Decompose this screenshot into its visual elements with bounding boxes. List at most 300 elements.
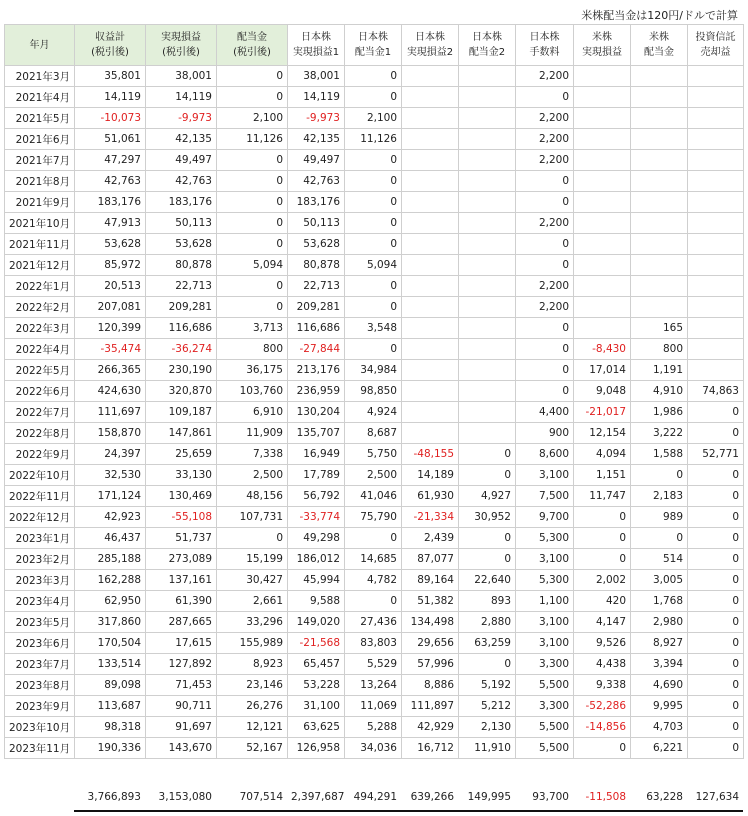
cell-realized-pl: -55,108 [146,507,217,528]
cell-jp-dividend-2: 2,880 [459,612,516,633]
cell-us-realized-pl: 0 [574,507,631,528]
cell-jp-realized-pl-1: 65,457 [288,654,345,675]
cell-us-realized-pl: 1,151 [574,465,631,486]
cell-realized-pl: 17,615 [146,633,217,654]
cell-month: 2022年10月 [5,465,75,486]
cell-jp-dividend-2 [459,276,516,297]
cell-total-income: 111,697 [75,402,146,423]
cell-fund-sale-gain [688,234,744,255]
cell-jp-realized-pl-1: 31,100 [288,696,345,717]
cell-realized-pl: 71,453 [146,675,217,696]
header-dividends [217,25,288,66]
cell-jp-dividend-2 [459,108,516,129]
cell-jp-dividend-1: 5,094 [345,255,402,276]
exchange-rate-note: 米株配当金は120円/ドルで計算 [581,9,738,22]
cell-total-income: 89,098 [75,675,146,696]
cell-dividends: 0 [217,87,288,108]
cell-total-income: 266,365 [75,360,146,381]
cell-realized-pl: 130,469 [146,486,217,507]
cell-jp-dividend-1: 0 [345,87,402,108]
cell-jp-dividend-2: 63,259 [459,633,516,654]
header-label-line1: 米株 [592,32,612,43]
cell-jp-realized-pl-2 [402,297,459,318]
header-jp-realized-pl-2 [402,25,459,66]
cell-us-realized-pl: 17,014 [574,360,631,381]
cell-jp-realized-pl-2: 42,929 [402,717,459,738]
cell-month: 2023年10月 [5,717,75,738]
header-label-line1: 日本株 [358,32,388,43]
cell-realized-pl: 109,187 [146,402,217,423]
cell-jp-dividend-1: 4,924 [345,402,402,423]
cell-us-dividend [631,297,688,318]
cell-us-dividend: 4,910 [631,381,688,402]
cell-realized-pl: 61,390 [146,591,217,612]
cell-dividends: 0 [217,66,288,87]
table-row [5,633,744,654]
cell-us-dividend: 0 [631,528,688,549]
table-row [5,381,744,402]
cell-us-dividend: 1,191 [631,360,688,381]
cell-jp-realized-pl-1: 14,119 [288,87,345,108]
cell-us-dividend [631,87,688,108]
cell-jp-dividend-2 [459,339,516,360]
cell-us-realized-pl: -52,286 [574,696,631,717]
cell-total-income: 46,437 [75,528,146,549]
header-label-line1: 日本株 [529,32,560,43]
header-row [5,25,744,66]
cell-us-realized-pl [574,171,631,192]
cell-month: 2022年6月 [5,381,75,402]
table-row [5,171,744,192]
cell-us-dividend: 4,690 [631,675,688,696]
cell-jp-dividend-2: 22,640 [459,570,516,591]
cell-dividends: 12,121 [217,717,288,738]
cell-jp-realized-pl-2 [402,339,459,360]
cell-realized-pl: 42,135 [146,129,217,150]
cell-fund-sale-gain [688,192,744,213]
cell-dividends: 30,427 [217,570,288,591]
cell-us-realized-pl: 4,147 [574,612,631,633]
cell-total-income: 42,763 [75,171,146,192]
cell-month: 2023年2月 [5,549,75,570]
cell-fund-sale-gain: 74,863 [688,381,744,402]
header-label-line1: 米株 [649,32,669,43]
cell-jp-fee: 5,300 [516,570,574,591]
table-row [5,318,744,339]
cell-jp-realized-pl-1: 63,625 [288,717,345,738]
cell-month: 2023年11月 [5,738,75,759]
cell-jp-fee: 900 [516,423,574,444]
cell-jp-realized-pl-1: 42,135 [288,129,345,150]
cell-us-realized-pl: 4,438 [574,654,631,675]
cell-dividends: 0 [217,192,288,213]
cell-month: 2022年11月 [5,486,75,507]
cell-realized-pl: 80,878 [146,255,217,276]
cell-jp-realized-pl-1: 53,228 [288,675,345,696]
cell-realized-pl: 38,001 [146,66,217,87]
cell-dividends: 0 [217,171,288,192]
cell-jp-dividend-2: 0 [459,444,516,465]
cell-dividends: 0 [217,234,288,255]
cell-dividends: 2,661 [217,591,288,612]
header-label-line1: 配当金 [237,32,267,43]
cell-dividends: 2,100 [217,108,288,129]
cell-total-income: 20,513 [75,276,146,297]
total-fund-sale-gain: 127,634 [695,791,739,803]
cell-jp-dividend-2 [459,150,516,171]
table-row [5,87,744,108]
cell-total-income: 14,119 [75,87,146,108]
cell-realized-pl: 147,861 [146,423,217,444]
cell-fund-sale-gain [688,339,744,360]
cell-fund-sale-gain: 0 [688,675,744,696]
cell-us-dividend: 3,222 [631,423,688,444]
cell-jp-realized-pl-1: 9,588 [288,591,345,612]
cell-realized-pl: 53,628 [146,234,217,255]
cell-month: 2023年8月 [5,675,75,696]
cell-us-dividend [631,171,688,192]
cell-month: 2022年3月 [5,318,75,339]
cell-jp-fee: 3,100 [516,633,574,654]
total-jp-dividend-1: 494,291 [353,791,397,803]
cell-dividends: 103,760 [217,381,288,402]
cell-jp-fee: 5,500 [516,717,574,738]
cell-realized-pl: 127,892 [146,654,217,675]
cell-us-realized-pl: -8,430 [574,339,631,360]
cell-us-realized-pl: 9,338 [574,675,631,696]
cell-jp-dividend-2 [459,171,516,192]
cell-month: 2021年3月 [5,66,75,87]
total-jp-realized-pl-1: 2,397,687 [291,791,344,803]
total-us-dividend: 63,228 [646,791,683,803]
income-table [4,24,744,759]
cell-us-realized-pl: -21,017 [574,402,631,423]
cell-jp-dividend-1: 34,984 [345,360,402,381]
cell-jp-fee: 3,300 [516,696,574,717]
cell-jp-fee: 3,100 [516,549,574,570]
cell-jp-realized-pl-1: 236,959 [288,381,345,402]
cell-fund-sale-gain [688,213,744,234]
cell-realized-pl: 116,686 [146,318,217,339]
cell-us-dividend: 6,221 [631,738,688,759]
header-label-line1: 収益計 [95,32,125,43]
cell-jp-dividend-1: 2,500 [345,465,402,486]
cell-jp-dividend-1: 0 [345,234,402,255]
cell-jp-realized-pl-2: 16,712 [402,738,459,759]
cell-us-dividend: 800 [631,339,688,360]
header-us-dividend [631,25,688,66]
cell-us-dividend: 3,394 [631,654,688,675]
cell-fund-sale-gain: 52,771 [688,444,744,465]
cell-jp-realized-pl-1: 42,763 [288,171,345,192]
cell-jp-dividend-1: 0 [345,276,402,297]
table-row [5,654,744,675]
cell-jp-realized-pl-2: 14,189 [402,465,459,486]
cell-jp-fee: 9,700 [516,507,574,528]
cell-month: 2021年8月 [5,171,75,192]
cell-realized-pl: 230,190 [146,360,217,381]
cell-jp-dividend-1: 14,685 [345,549,402,570]
cell-jp-realized-pl-1: -9,973 [288,108,345,129]
cell-jp-realized-pl-2 [402,150,459,171]
cell-jp-dividend-1: 11,126 [345,129,402,150]
table-row [5,192,744,213]
cell-us-realized-pl [574,213,631,234]
cell-jp-fee: 0 [516,255,574,276]
cell-us-dividend: 2,183 [631,486,688,507]
table-row [5,696,744,717]
cell-fund-sale-gain: 0 [688,717,744,738]
cell-jp-fee: 0 [516,360,574,381]
cell-jp-realized-pl-2 [402,423,459,444]
cell-realized-pl: -9,973 [146,108,217,129]
cell-realized-pl: 33,130 [146,465,217,486]
cell-dividends: 36,175 [217,360,288,381]
table-row [5,675,744,696]
cell-total-income: 24,397 [75,444,146,465]
cell-jp-dividend-1: 4,782 [345,570,402,591]
cell-dividends: 800 [217,339,288,360]
cell-fund-sale-gain: 0 [688,570,744,591]
cell-us-realized-pl [574,318,631,339]
cell-total-income: 170,504 [75,633,146,654]
header-label-line1: 日本株 [472,32,502,43]
table-row [5,108,744,129]
cell-jp-realized-pl-2: 134,498 [402,612,459,633]
cell-dividends: 7,338 [217,444,288,465]
cell-dividends: 0 [217,150,288,171]
cell-jp-dividend-1: 98,850 [345,381,402,402]
cell-jp-realized-pl-1: 80,878 [288,255,345,276]
cell-jp-fee: 5,300 [516,528,574,549]
cell-jp-realized-pl-2: 29,656 [402,633,459,654]
cell-jp-dividend-2: 0 [459,654,516,675]
table-body [5,66,744,759]
totals-row [4,790,743,804]
cell-total-income: 32,530 [75,465,146,486]
header-label-line1: 年月 [29,39,50,51]
cell-dividends: 11,909 [217,423,288,444]
header-label-line2: 配当金2 [468,47,506,58]
cell-jp-realized-pl-2 [402,213,459,234]
table-row [5,507,744,528]
cell-month: 2021年4月 [5,87,75,108]
cell-us-realized-pl: 9,048 [574,381,631,402]
cell-dividends: 33,296 [217,612,288,633]
cell-fund-sale-gain: 0 [688,549,744,570]
table-row [5,528,744,549]
cell-jp-realized-pl-2 [402,402,459,423]
cell-jp-dividend-2 [459,381,516,402]
cell-month: 2023年7月 [5,654,75,675]
cell-us-dividend [631,234,688,255]
cell-month: 2023年4月 [5,591,75,612]
cell-month: 2022年8月 [5,423,75,444]
cell-jp-realized-pl-1: 45,994 [288,570,345,591]
table-row [5,444,744,465]
cell-total-income: 317,860 [75,612,146,633]
cell-us-realized-pl [574,192,631,213]
total-dividends: 707,514 [239,791,283,803]
cell-jp-realized-pl-1: 53,628 [288,234,345,255]
cell-jp-dividend-2 [459,297,516,318]
total-jp-realized-pl-2: 639,266 [410,791,454,803]
cell-jp-realized-pl-1: 22,713 [288,276,345,297]
cell-total-income: 51,061 [75,129,146,150]
cell-realized-pl: 25,659 [146,444,217,465]
cell-us-dividend: 989 [631,507,688,528]
cell-jp-dividend-1: 3,548 [345,318,402,339]
cell-total-income: 133,514 [75,654,146,675]
cell-us-realized-pl: 9,526 [574,633,631,654]
cell-us-realized-pl: 0 [574,549,631,570]
cell-month: 2022年7月 [5,402,75,423]
cell-jp-fee: 7,500 [516,486,574,507]
cell-jp-fee: 0 [516,339,574,360]
cell-jp-dividend-1: 11,069 [345,696,402,717]
total-jp-fee: 93,700 [532,791,569,803]
cell-us-realized-pl [574,234,631,255]
cell-total-income: 207,081 [75,297,146,318]
cell-month: 2021年9月 [5,192,75,213]
totals-double-underline [74,810,743,812]
total-us-realized-pl: -11,508 [585,791,626,803]
cell-us-realized-pl: -14,856 [574,717,631,738]
table-row [5,234,744,255]
cell-us-dividend: 4,703 [631,717,688,738]
cell-jp-realized-pl-1: 126,958 [288,738,345,759]
cell-us-realized-pl [574,255,631,276]
cell-jp-fee: 0 [516,171,574,192]
cell-jp-dividend-1: 5,529 [345,654,402,675]
table-row [5,717,744,738]
cell-realized-pl: 273,089 [146,549,217,570]
cell-fund-sale-gain [688,255,744,276]
cell-jp-fee: 0 [516,234,574,255]
cell-fund-sale-gain [688,129,744,150]
cell-realized-pl: 91,697 [146,717,217,738]
cell-us-dividend [631,66,688,87]
total-month [4,790,74,804]
cell-jp-realized-pl-2: 89,164 [402,570,459,591]
cell-jp-dividend-1: 0 [345,297,402,318]
cell-total-income: 42,923 [75,507,146,528]
cell-total-income: 47,913 [75,213,146,234]
cell-jp-realized-pl-1: 49,497 [288,150,345,171]
header-label-line1: 日本株 [301,32,331,43]
header-label-line2: 実現損益2 [406,47,454,58]
cell-fund-sale-gain [688,108,744,129]
header-label-line1: 投資信託 [695,32,736,43]
cell-us-dividend: 1,768 [631,591,688,612]
cell-us-realized-pl [574,66,631,87]
table-row [5,423,744,444]
cell-jp-realized-pl-1: 186,012 [288,549,345,570]
table-row [5,612,744,633]
cell-us-dividend: 2,980 [631,612,688,633]
cell-jp-dividend-2: 2,130 [459,717,516,738]
cell-month: 2022年12月 [5,507,75,528]
cell-us-realized-pl [574,87,631,108]
cell-us-dividend: 0 [631,465,688,486]
cell-jp-dividend-2 [459,213,516,234]
cell-jp-realized-pl-1: 209,281 [288,297,345,318]
cell-month: 2023年1月 [5,528,75,549]
cell-month: 2022年5月 [5,360,75,381]
cell-realized-pl: 42,763 [146,171,217,192]
cell-jp-fee: 2,200 [516,66,574,87]
cell-realized-pl: 143,670 [146,738,217,759]
cell-jp-realized-pl-1: 17,789 [288,465,345,486]
total-realized-pl: 3,153,080 [158,791,212,803]
cell-realized-pl: 209,281 [146,297,217,318]
cell-fund-sale-gain: 0 [688,591,744,612]
header-total-income [75,25,146,66]
cell-jp-dividend-1: 75,790 [345,507,402,528]
cell-jp-realized-pl-2 [402,192,459,213]
header-jp-dividend-1 [345,25,402,66]
cell-jp-dividend-1: 41,046 [345,486,402,507]
cell-us-dividend: 514 [631,549,688,570]
cell-jp-realized-pl-2 [402,255,459,276]
cell-jp-realized-pl-2 [402,276,459,297]
cell-jp-dividend-1: 0 [345,192,402,213]
cell-month: 2021年10月 [5,213,75,234]
cell-fund-sale-gain: 0 [688,738,744,759]
cell-month: 2023年6月 [5,633,75,654]
cell-month: 2021年6月 [5,129,75,150]
table-row [5,150,744,171]
cell-total-income: -10,073 [75,108,146,129]
cell-fund-sale-gain [688,150,744,171]
cell-dividends: 48,156 [217,486,288,507]
cell-jp-dividend-2: 11,910 [459,738,516,759]
cell-total-income: 85,972 [75,255,146,276]
cell-month: 2023年9月 [5,696,75,717]
header-label-line1: 実現損益 [161,32,201,43]
cell-jp-realized-pl-1: 50,113 [288,213,345,234]
cell-month: 2022年9月 [5,444,75,465]
cell-realized-pl: 183,176 [146,192,217,213]
cell-jp-realized-pl-2 [402,129,459,150]
cell-jp-dividend-1: 8,687 [345,423,402,444]
header-jp-realized-pl-1 [288,25,345,66]
cell-us-dividend: 165 [631,318,688,339]
cell-jp-fee: 2,200 [516,108,574,129]
cell-jp-realized-pl-1: 16,949 [288,444,345,465]
header-label-line2: 手数料 [529,47,560,58]
cell-fund-sale-gain [688,318,744,339]
cell-jp-realized-pl-1: 116,686 [288,318,345,339]
table-row [5,570,744,591]
cell-jp-dividend-1: 0 [345,171,402,192]
cell-dividends: 155,989 [217,633,288,654]
cell-us-realized-pl: 2,002 [574,570,631,591]
header-label-line2: 実現損益1 [292,47,340,58]
cell-jp-realized-pl-2 [402,108,459,129]
cell-jp-dividend-1: 13,264 [345,675,402,696]
cell-total-income: 424,630 [75,381,146,402]
cell-jp-realized-pl-2 [402,360,459,381]
cell-fund-sale-gain [688,66,744,87]
cell-jp-fee: 0 [516,318,574,339]
cell-jp-realized-pl-1: 56,792 [288,486,345,507]
cell-dividends: 0 [217,528,288,549]
table-row [5,297,744,318]
cell-us-realized-pl [574,129,631,150]
cell-fund-sale-gain [688,87,744,108]
cell-jp-dividend-2 [459,360,516,381]
